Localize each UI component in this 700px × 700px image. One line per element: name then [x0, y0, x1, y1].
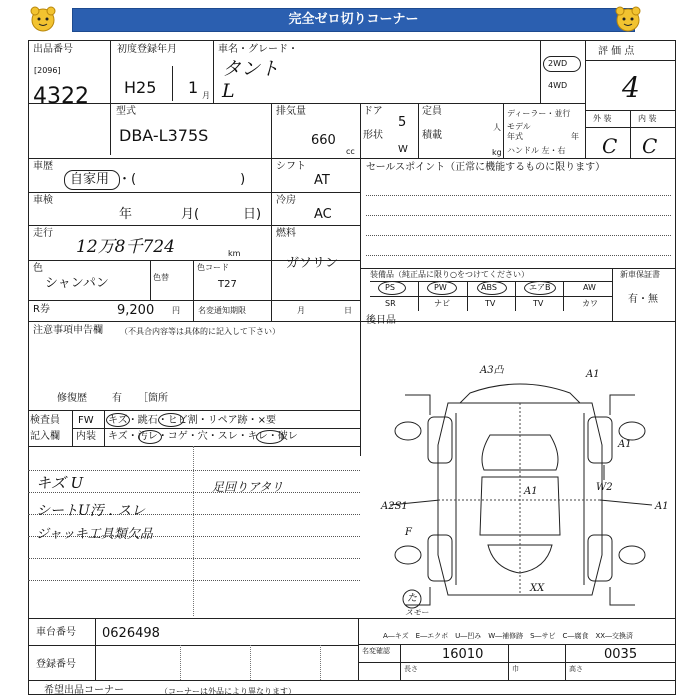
rear-seat-label: 後日品	[366, 315, 396, 326]
dealer-line2: モデル	[507, 122, 531, 131]
footer-label: 希望出品コーナー	[44, 685, 124, 696]
eq-aw: AW	[583, 283, 596, 292]
mark-a1-extra: A1	[618, 439, 632, 450]
new-warranty-value: 有・無	[628, 294, 658, 305]
drive-2wd: 2WD	[548, 59, 568, 68]
banner-title: 完全ゼロ切りコーナー	[72, 8, 635, 32]
inspection-label: 車検	[33, 195, 53, 206]
mileage-label: 走行	[33, 228, 53, 239]
mark-xx: XX	[530, 583, 545, 594]
mascot-right-icon	[613, 4, 643, 34]
declaration-note: （不具合内容等は具体的に記入して下さい）	[120, 327, 280, 336]
note-1: キズ U	[36, 474, 84, 492]
eq-tv2: TV	[533, 299, 544, 308]
model-value: DBA-L375S	[119, 126, 209, 145]
displacement-value: 660	[311, 133, 336, 148]
exterior-grade: C	[602, 134, 618, 158]
ref-value: 0035	[604, 647, 638, 662]
mileage-value: 12万8千724	[76, 237, 175, 257]
displacement-unit: cc	[346, 147, 355, 156]
load-label: 積載	[422, 130, 442, 141]
owner-notice-month: 月	[297, 306, 305, 315]
inspector-label1: 検査員	[30, 415, 60, 426]
first-reg-month: 1	[188, 78, 199, 97]
mileage-unit: km	[228, 249, 241, 258]
inspection-day: 日)	[243, 207, 262, 222]
note-right: 足回りアタリ	[212, 480, 284, 494]
eq-pw: PW	[434, 283, 447, 292]
aircon-value: AC	[314, 207, 332, 222]
color-code: T27	[218, 279, 237, 290]
car-grade: L	[222, 80, 235, 102]
first-reg-year: H25	[124, 78, 157, 97]
mark-a3: A3凸	[480, 365, 504, 376]
history-value: 自家用	[70, 172, 110, 187]
exterior-label: 外 装	[593, 114, 612, 123]
car-name-label: 車名・グレード・	[218, 44, 298, 55]
doors-value: 5	[398, 115, 407, 130]
fuel-value: ガソリン	[286, 256, 339, 271]
lot-number: 4322	[33, 84, 89, 109]
shape-label: 形状	[363, 130, 383, 141]
eq-airbag: エアB	[529, 283, 551, 292]
mark-f: F	[405, 527, 412, 538]
inspector-label2: 記入欄	[30, 431, 60, 442]
repair-label: 修復歴	[57, 393, 87, 404]
shift-label: シフト	[276, 161, 306, 172]
color-label: 色	[33, 263, 43, 274]
car-name: タント	[222, 58, 280, 80]
note-3: ジャッキ工具類欠品	[36, 527, 153, 542]
declaration-label: 注意事項申告欄	[33, 325, 103, 336]
mark-a2s1: A2S1	[381, 501, 408, 512]
registration-label: 登録番号	[36, 659, 76, 670]
eq-abs: ABS	[481, 283, 497, 292]
eq-navi: ナビ	[434, 299, 450, 308]
dealer-handle: ハンドル 左・右	[507, 146, 566, 155]
repair-place: ［箇所	[138, 393, 168, 404]
inspector-row1-head: FW	[78, 415, 94, 426]
repair-value: 有	[112, 393, 122, 404]
first-reg-label: 初度登録年月	[117, 44, 177, 55]
mark-a1-top: A1	[586, 369, 600, 380]
new-warranty-label: 新車保証書	[620, 270, 660, 279]
model-label: 型式	[116, 106, 136, 117]
inspector-row2-head: 内装	[76, 431, 96, 442]
dealer-year-unit: 年	[571, 132, 579, 141]
rating-value: 4	[622, 71, 640, 104]
aircon-label: 冷房	[276, 195, 296, 206]
fuel-label: 燃料	[276, 228, 296, 239]
footer-note: （コーナーは外品により異なります）	[160, 687, 296, 696]
shift-value: AT	[314, 173, 330, 188]
inspected-value: 16010	[442, 647, 484, 662]
first-reg-month-unit: 月	[202, 91, 210, 100]
rating-label: 評 価 点	[598, 46, 635, 57]
recycle-unit: 円	[172, 306, 180, 315]
eq-sr: SR	[385, 299, 396, 308]
interior-label: 内 装	[638, 114, 657, 123]
color-value: シャンパン	[45, 276, 109, 291]
interior-grade: C	[642, 134, 658, 158]
eq-ps: PS	[385, 283, 395, 292]
history-label: 車歴	[33, 161, 53, 172]
map-label: 名変確認	[362, 647, 390, 655]
mark-a1-center: A1	[524, 486, 538, 497]
dealer-line1: ディーラー・並行	[507, 109, 571, 118]
color-code-label: 色コード	[197, 263, 229, 272]
chassis-label: 車台番号	[36, 627, 76, 638]
drive-4wd: 4WD	[548, 81, 568, 90]
width-label: 巾	[512, 665, 519, 673]
mark-a1-right: A1	[655, 501, 669, 512]
height-label: 高さ	[569, 665, 583, 673]
load-unit: kg	[492, 148, 502, 157]
eq-tv1: TV	[485, 299, 496, 308]
inspector-row1: キズ・跳石・ヒビ割・リペア跡・×要	[108, 415, 276, 426]
dealer-line3: 年式	[507, 132, 523, 141]
history-rest: ・( )	[118, 172, 246, 187]
inspector-row2: キズ・汚レ・コゲ・穴・スレ・キレ・破レ	[108, 431, 298, 442]
displacement-label: 排気量	[276, 106, 306, 117]
chassis-value: 0626498	[102, 626, 160, 641]
recycle-label: R券	[33, 304, 50, 315]
note-2: シートU汚 . スレ	[36, 503, 146, 519]
legend: A―キズ E―エクボ U―凹み W―補修跡 S―サビ C―腐食 XX―交換済	[383, 632, 634, 640]
sales-point-label: セールスポイント（正常に機能するものに限ります）	[366, 162, 606, 173]
inspection-month: 月(	[181, 207, 200, 222]
shape-value: W	[398, 144, 408, 155]
mark-smoke: スモー	[405, 608, 429, 617]
length-label: 長さ	[404, 665, 418, 673]
owner-notice-day: 日	[344, 306, 352, 315]
capacity-unit: 人	[493, 123, 501, 132]
mark-ta: た	[407, 593, 417, 604]
recycle-value: 9,200	[117, 303, 155, 318]
car-damage-diagram	[370, 355, 670, 625]
owner-notice-label: 名変通知期限	[198, 306, 246, 315]
inspection-year: 年	[119, 207, 133, 222]
doors-label: ドア	[363, 106, 383, 117]
color-change-label: 色替	[153, 273, 169, 282]
lot-label: 出品番号	[33, 44, 73, 55]
lot-code: [2096]	[34, 66, 61, 75]
mascot-left-icon	[28, 4, 58, 34]
eq-leather: カワ	[582, 299, 598, 308]
capacity-label: 定員	[422, 106, 442, 117]
mark-w2: W2	[596, 482, 613, 493]
equipment-label: 装備品（純正品に限り○をつけてください）	[370, 270, 529, 279]
